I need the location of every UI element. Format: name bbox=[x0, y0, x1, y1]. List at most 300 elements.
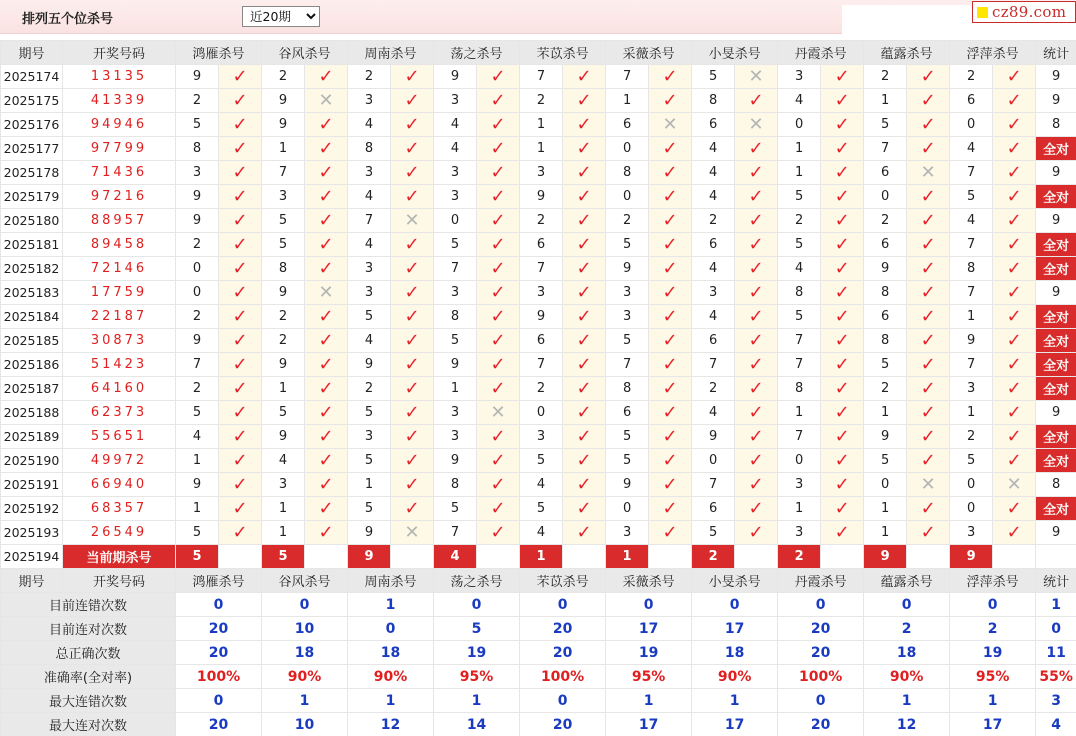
period-cell: 2025193 bbox=[1, 521, 63, 545]
correct-check-icon bbox=[563, 257, 606, 281]
check-icon: ✓ bbox=[662, 185, 678, 207]
check-icon: ✓ bbox=[490, 305, 506, 327]
period-range-select[interactable] bbox=[242, 6, 320, 27]
kill-number-cell: 7 bbox=[176, 353, 219, 377]
wrong-cross-icon bbox=[305, 89, 348, 113]
check-icon: ✓ bbox=[920, 425, 936, 447]
correct-check-icon bbox=[649, 185, 692, 209]
correct-check-icon bbox=[477, 353, 520, 377]
kill-number-table bbox=[0, 40, 1076, 736]
correct-check-icon bbox=[391, 377, 434, 401]
summary-value: 0 bbox=[520, 689, 606, 713]
period-cell: 2025180 bbox=[1, 209, 63, 233]
check-icon: ✓ bbox=[748, 281, 764, 303]
kill-number-cell: 6 bbox=[692, 497, 735, 521]
check-icon: ✓ bbox=[490, 425, 506, 447]
kill-number-cell: 6 bbox=[692, 233, 735, 257]
summary-stat: 3 bbox=[1036, 689, 1076, 713]
correct-check-icon bbox=[649, 329, 692, 353]
current-kill-number: 4 bbox=[434, 545, 477, 569]
correct-check-icon bbox=[735, 497, 778, 521]
site-logo[interactable] bbox=[972, 1, 1076, 23]
kill-number-cell: 2 bbox=[348, 377, 391, 401]
kill-number-cell: 1 bbox=[348, 473, 391, 497]
check-icon: ✓ bbox=[748, 233, 764, 255]
kill-number-cell: 2 bbox=[692, 377, 735, 401]
kill-number-cell: 7 bbox=[434, 257, 477, 281]
header-expert: 蕴露杀号 bbox=[864, 41, 950, 65]
check-icon: ✓ bbox=[1006, 137, 1022, 159]
correct-check-icon bbox=[821, 185, 864, 209]
kill-number-cell: 1 bbox=[262, 137, 305, 161]
correct-check-icon bbox=[907, 521, 950, 545]
correct-check-icon bbox=[993, 137, 1036, 161]
correct-check-icon bbox=[907, 137, 950, 161]
table-row bbox=[1, 497, 1076, 521]
kill-number-cell: 4 bbox=[950, 209, 993, 233]
check-icon: ✓ bbox=[748, 161, 764, 183]
kill-number-cell: 9 bbox=[434, 353, 477, 377]
check-icon: ✓ bbox=[404, 185, 420, 207]
summary-row bbox=[1, 689, 1076, 713]
correct-check-icon bbox=[563, 329, 606, 353]
check-icon: ✓ bbox=[490, 473, 506, 495]
summary-value: 0 bbox=[950, 593, 1036, 617]
kill-number-cell: 5 bbox=[348, 401, 391, 425]
all-right-badge: 全对 bbox=[1036, 377, 1076, 401]
kill-number-cell: 3 bbox=[778, 473, 821, 497]
summary-value: 17 bbox=[692, 617, 778, 641]
check-icon: ✓ bbox=[318, 497, 334, 519]
kill-number-cell: 0 bbox=[950, 473, 993, 497]
correct-check-icon bbox=[993, 521, 1036, 545]
kill-number-cell: 4 bbox=[778, 257, 821, 281]
check-icon: ✓ bbox=[232, 305, 248, 327]
header-expert: 荡之杀号 bbox=[434, 569, 520, 593]
check-icon: ✓ bbox=[232, 521, 248, 543]
summary-label: 目前连对次数 bbox=[1, 617, 176, 641]
check-icon: ✓ bbox=[490, 377, 506, 399]
cross-icon: ✕ bbox=[1006, 473, 1022, 495]
check-icon: ✓ bbox=[662, 425, 678, 447]
summary-value: 10 bbox=[262, 713, 348, 736]
kill-number-cell: 6 bbox=[520, 233, 563, 257]
check-icon: ✓ bbox=[576, 161, 592, 183]
check-icon: ✓ bbox=[576, 425, 592, 447]
correct-check-icon bbox=[391, 401, 434, 425]
kill-number-cell: 3 bbox=[348, 89, 391, 113]
summary-value: 0 bbox=[262, 593, 348, 617]
check-icon: ✓ bbox=[920, 209, 936, 231]
summary-value: 20 bbox=[520, 713, 606, 736]
kill-number-cell: 9 bbox=[262, 425, 305, 449]
summary-value: 20 bbox=[778, 641, 864, 665]
table-row bbox=[1, 89, 1076, 113]
kill-number-cell: 8 bbox=[778, 281, 821, 305]
table-row bbox=[1, 521, 1076, 545]
check-icon: ✓ bbox=[576, 497, 592, 519]
kill-number-cell: 8 bbox=[692, 89, 735, 113]
check-icon: ✓ bbox=[318, 161, 334, 183]
check-icon: ✓ bbox=[662, 161, 678, 183]
check-icon: ✓ bbox=[920, 497, 936, 519]
current-blank-cell bbox=[477, 545, 520, 569]
summary-value: 100% bbox=[778, 665, 864, 689]
correct-check-icon bbox=[735, 209, 778, 233]
kill-number-cell: 6 bbox=[606, 113, 649, 137]
check-icon: ✓ bbox=[1006, 425, 1022, 447]
correct-check-icon bbox=[391, 65, 434, 89]
period-cell: 2025183 bbox=[1, 281, 63, 305]
correct-check-icon bbox=[219, 473, 262, 497]
all-right-badge: 全对 bbox=[1036, 137, 1076, 161]
correct-check-icon bbox=[305, 161, 348, 185]
check-icon: ✓ bbox=[834, 425, 850, 447]
summary-value: 18 bbox=[692, 641, 778, 665]
draw-number-cell: 89458 bbox=[63, 233, 176, 257]
kill-number-cell: 4 bbox=[348, 233, 391, 257]
check-icon: ✓ bbox=[404, 233, 420, 255]
kill-number-cell: 7 bbox=[520, 65, 563, 89]
kill-number-cell: 1 bbox=[176, 449, 219, 473]
check-icon: ✓ bbox=[490, 65, 506, 87]
check-icon: ✓ bbox=[834, 161, 850, 183]
summary-value: 17 bbox=[606, 713, 692, 736]
correct-check-icon bbox=[391, 425, 434, 449]
header-period: 期号 bbox=[1, 569, 63, 593]
kill-number-cell: 0 bbox=[520, 401, 563, 425]
stat-cell: 8 bbox=[1036, 473, 1076, 497]
kill-number-cell: 9 bbox=[864, 425, 907, 449]
correct-check-icon bbox=[305, 401, 348, 425]
table-row bbox=[1, 113, 1076, 137]
correct-check-icon bbox=[219, 89, 262, 113]
correct-check-icon bbox=[735, 89, 778, 113]
check-icon: ✓ bbox=[1006, 353, 1022, 375]
summary-value: 90% bbox=[864, 665, 950, 689]
draw-number-cell: 88957 bbox=[63, 209, 176, 233]
correct-check-icon bbox=[563, 305, 606, 329]
summary-value: 12 bbox=[864, 713, 950, 736]
summary-value: 0 bbox=[692, 593, 778, 617]
kill-number-cell: 9 bbox=[692, 425, 735, 449]
check-icon: ✓ bbox=[1006, 161, 1022, 183]
kill-number-cell: 9 bbox=[348, 521, 391, 545]
summary-row bbox=[1, 593, 1076, 617]
summary-value: 20 bbox=[520, 617, 606, 641]
kill-number-cell: 6 bbox=[692, 329, 735, 353]
kill-number-cell: 2 bbox=[262, 329, 305, 353]
table-row bbox=[1, 161, 1076, 185]
check-icon: ✓ bbox=[748, 449, 764, 471]
header-draw: 开奖号码 bbox=[63, 569, 176, 593]
correct-check-icon bbox=[477, 65, 520, 89]
correct-check-icon bbox=[993, 305, 1036, 329]
check-icon: ✓ bbox=[490, 89, 506, 111]
check-icon: ✓ bbox=[404, 257, 420, 279]
check-icon: ✓ bbox=[1006, 497, 1022, 519]
table-row bbox=[1, 377, 1076, 401]
kill-number-cell: 3 bbox=[434, 281, 477, 305]
summary-value: 0 bbox=[864, 593, 950, 617]
check-icon: ✓ bbox=[920, 65, 936, 87]
correct-check-icon bbox=[649, 521, 692, 545]
check-icon: ✓ bbox=[834, 233, 850, 255]
kill-number-cell: 5 bbox=[176, 401, 219, 425]
check-icon: ✓ bbox=[232, 137, 248, 159]
header-row-repeat bbox=[1, 569, 1076, 593]
check-icon: ✓ bbox=[834, 137, 850, 159]
correct-check-icon bbox=[821, 137, 864, 161]
check-icon: ✓ bbox=[576, 89, 592, 111]
check-icon: ✓ bbox=[920, 305, 936, 327]
kill-number-cell: 3 bbox=[434, 89, 477, 113]
correct-check-icon bbox=[563, 353, 606, 377]
check-icon: ✓ bbox=[748, 473, 764, 495]
period-cell: 2025187 bbox=[1, 377, 63, 401]
check-icon: ✓ bbox=[662, 257, 678, 279]
table-row bbox=[1, 329, 1076, 353]
check-icon: ✓ bbox=[232, 89, 248, 111]
kill-number-cell: 7 bbox=[434, 521, 477, 545]
period-cell: 2025186 bbox=[1, 353, 63, 377]
correct-check-icon bbox=[993, 377, 1036, 401]
kill-number-cell: 1 bbox=[950, 305, 993, 329]
draw-number-cell: 13135 bbox=[63, 65, 176, 89]
check-icon: ✓ bbox=[232, 281, 248, 303]
kill-number-cell: 1 bbox=[778, 137, 821, 161]
wrong-cross-icon bbox=[477, 401, 520, 425]
check-icon: ✓ bbox=[834, 113, 850, 135]
check-icon: ✓ bbox=[1006, 329, 1022, 351]
kill-number-cell: 8 bbox=[606, 161, 649, 185]
kill-number-cell: 7 bbox=[950, 233, 993, 257]
header-expert: 鸿雁杀号 bbox=[176, 569, 262, 593]
kill-number-cell: 5 bbox=[606, 329, 649, 353]
current-kill-number: 9 bbox=[864, 545, 907, 569]
correct-check-icon bbox=[821, 425, 864, 449]
check-icon: ✓ bbox=[662, 329, 678, 351]
kill-number-cell: 2 bbox=[262, 65, 305, 89]
kill-number-cell: 6 bbox=[692, 113, 735, 137]
kill-number-cell: 1 bbox=[950, 401, 993, 425]
correct-check-icon bbox=[993, 113, 1036, 137]
check-icon: ✓ bbox=[318, 449, 334, 471]
kill-number-cell: 9 bbox=[262, 281, 305, 305]
correct-check-icon bbox=[993, 449, 1036, 473]
wrong-cross-icon bbox=[735, 113, 778, 137]
correct-check-icon bbox=[649, 377, 692, 401]
kill-number-cell: 1 bbox=[606, 89, 649, 113]
kill-number-cell: 4 bbox=[348, 329, 391, 353]
draw-number-cell: 97216 bbox=[63, 185, 176, 209]
check-icon: ✓ bbox=[318, 329, 334, 351]
kill-number-cell: 4 bbox=[692, 185, 735, 209]
check-icon: ✓ bbox=[490, 185, 506, 207]
kill-number-cell: 8 bbox=[606, 377, 649, 401]
kill-number-cell: 1 bbox=[864, 497, 907, 521]
correct-check-icon bbox=[391, 185, 434, 209]
current-blank-cell bbox=[735, 545, 778, 569]
summary-row bbox=[1, 641, 1076, 665]
correct-check-icon bbox=[735, 401, 778, 425]
correct-check-icon bbox=[305, 305, 348, 329]
check-icon: ✓ bbox=[834, 497, 850, 519]
correct-check-icon bbox=[563, 401, 606, 425]
kill-number-cell: 5 bbox=[778, 185, 821, 209]
kill-number-cell: 9 bbox=[348, 353, 391, 377]
kill-number-cell: 1 bbox=[520, 137, 563, 161]
kill-number-cell: 2 bbox=[864, 377, 907, 401]
correct-check-icon bbox=[821, 281, 864, 305]
period-cell: 2025181 bbox=[1, 233, 63, 257]
all-right-badge: 全对 bbox=[1036, 425, 1076, 449]
check-icon: ✓ bbox=[490, 137, 506, 159]
correct-check-icon bbox=[391, 161, 434, 185]
check-icon: ✓ bbox=[748, 401, 764, 423]
correct-check-icon bbox=[993, 161, 1036, 185]
summary-stat: 11 bbox=[1036, 641, 1076, 665]
kill-number-cell: 9 bbox=[176, 209, 219, 233]
kill-number-cell: 8 bbox=[262, 257, 305, 281]
check-icon: ✓ bbox=[834, 257, 850, 279]
check-icon: ✓ bbox=[748, 353, 764, 375]
check-icon: ✓ bbox=[576, 113, 592, 135]
period-cell: 2025191 bbox=[1, 473, 63, 497]
check-icon: ✓ bbox=[748, 137, 764, 159]
period-cell: 2025182 bbox=[1, 257, 63, 281]
summary-value: 95% bbox=[434, 665, 520, 689]
cross-icon: ✕ bbox=[748, 65, 764, 87]
wrong-cross-icon bbox=[391, 209, 434, 233]
correct-check-icon bbox=[305, 137, 348, 161]
current-kill-number: 2 bbox=[778, 545, 821, 569]
correct-check-icon bbox=[735, 473, 778, 497]
page-title: 排列五个位杀号 bbox=[22, 12, 114, 27]
check-icon: ✓ bbox=[920, 281, 936, 303]
correct-check-icon bbox=[821, 473, 864, 497]
check-icon: ✓ bbox=[834, 449, 850, 471]
summary-value: 0 bbox=[606, 593, 692, 617]
summary-value: 2 bbox=[864, 617, 950, 641]
kill-number-cell: 7 bbox=[262, 161, 305, 185]
current-kill-number: 9 bbox=[348, 545, 391, 569]
summary-value: 90% bbox=[692, 665, 778, 689]
kill-number-cell: 2 bbox=[950, 65, 993, 89]
all-right-badge: 全对 bbox=[1036, 353, 1076, 377]
all-right-badge: 全对 bbox=[1036, 305, 1076, 329]
correct-check-icon bbox=[305, 257, 348, 281]
header-expert: 芣苡杀号 bbox=[520, 569, 606, 593]
correct-check-icon bbox=[735, 353, 778, 377]
check-icon: ✓ bbox=[404, 65, 420, 87]
check-icon: ✓ bbox=[748, 521, 764, 543]
current-kill-number: 2 bbox=[692, 545, 735, 569]
check-icon: ✓ bbox=[232, 209, 248, 231]
check-icon: ✓ bbox=[834, 281, 850, 303]
correct-check-icon bbox=[993, 185, 1036, 209]
summary-value: 90% bbox=[348, 665, 434, 689]
period-cell: 2025190 bbox=[1, 449, 63, 473]
correct-check-icon bbox=[993, 65, 1036, 89]
check-icon: ✓ bbox=[490, 113, 506, 135]
correct-check-icon bbox=[391, 281, 434, 305]
check-icon: ✓ bbox=[490, 257, 506, 279]
correct-check-icon bbox=[563, 497, 606, 521]
kill-number-cell: 6 bbox=[606, 401, 649, 425]
correct-check-icon bbox=[477, 329, 520, 353]
correct-check-icon bbox=[907, 329, 950, 353]
correct-check-icon bbox=[477, 425, 520, 449]
kill-number-cell: 4 bbox=[434, 113, 477, 137]
check-icon: ✓ bbox=[920, 113, 936, 135]
check-icon: ✓ bbox=[490, 281, 506, 303]
summary-value: 5 bbox=[434, 617, 520, 641]
correct-check-icon bbox=[993, 209, 1036, 233]
correct-check-icon bbox=[735, 185, 778, 209]
kill-number-cell: 1 bbox=[520, 113, 563, 137]
correct-check-icon bbox=[219, 137, 262, 161]
cross-icon: ✕ bbox=[748, 113, 764, 135]
check-icon: ✓ bbox=[662, 65, 678, 87]
summary-value: 1 bbox=[950, 689, 1036, 713]
check-icon: ✓ bbox=[404, 377, 420, 399]
header-period: 期号 bbox=[1, 41, 63, 65]
cross-icon: ✕ bbox=[318, 281, 334, 303]
kill-number-cell: 7 bbox=[950, 161, 993, 185]
check-icon: ✓ bbox=[834, 401, 850, 423]
period-cell: 2025178 bbox=[1, 161, 63, 185]
check-icon: ✓ bbox=[1006, 209, 1022, 231]
correct-check-icon bbox=[563, 521, 606, 545]
kill-number-cell: 7 bbox=[864, 137, 907, 161]
correct-check-icon bbox=[305, 449, 348, 473]
header-expert: 小旻杀号 bbox=[692, 41, 778, 65]
summary-value: 0 bbox=[778, 689, 864, 713]
kill-number-cell: 3 bbox=[348, 257, 391, 281]
correct-check-icon bbox=[219, 377, 262, 401]
current-kill-label: 当前期杀号 bbox=[63, 545, 176, 569]
header-expert: 采薇杀号 bbox=[606, 41, 692, 65]
correct-check-icon bbox=[649, 137, 692, 161]
correct-check-icon bbox=[649, 353, 692, 377]
kill-number-cell: 1 bbox=[262, 377, 305, 401]
check-icon: ✓ bbox=[920, 353, 936, 375]
period-cell: 2025184 bbox=[1, 305, 63, 329]
correct-check-icon bbox=[391, 257, 434, 281]
header-expert: 谷风杀号 bbox=[262, 569, 348, 593]
current-blank-cell bbox=[219, 545, 262, 569]
summary-value: 95% bbox=[606, 665, 692, 689]
check-icon: ✓ bbox=[576, 209, 592, 231]
check-icon: ✓ bbox=[232, 473, 248, 495]
correct-check-icon bbox=[219, 233, 262, 257]
check-icon: ✓ bbox=[920, 233, 936, 255]
stat-cell: 9 bbox=[1036, 209, 1076, 233]
summary-label: 总正确次数 bbox=[1, 641, 176, 665]
check-icon: ✓ bbox=[576, 233, 592, 255]
kill-number-cell: 5 bbox=[434, 233, 477, 257]
kill-number-cell: 7 bbox=[950, 281, 993, 305]
summary-value: 95% bbox=[950, 665, 1036, 689]
summary-value: 17 bbox=[692, 713, 778, 736]
header-expert: 小旻杀号 bbox=[692, 569, 778, 593]
check-icon: ✓ bbox=[748, 329, 764, 351]
kill-number-cell: 5 bbox=[606, 425, 649, 449]
correct-check-icon bbox=[649, 497, 692, 521]
kill-number-cell: 9 bbox=[176, 473, 219, 497]
draw-number-cell: 17759 bbox=[63, 281, 176, 305]
